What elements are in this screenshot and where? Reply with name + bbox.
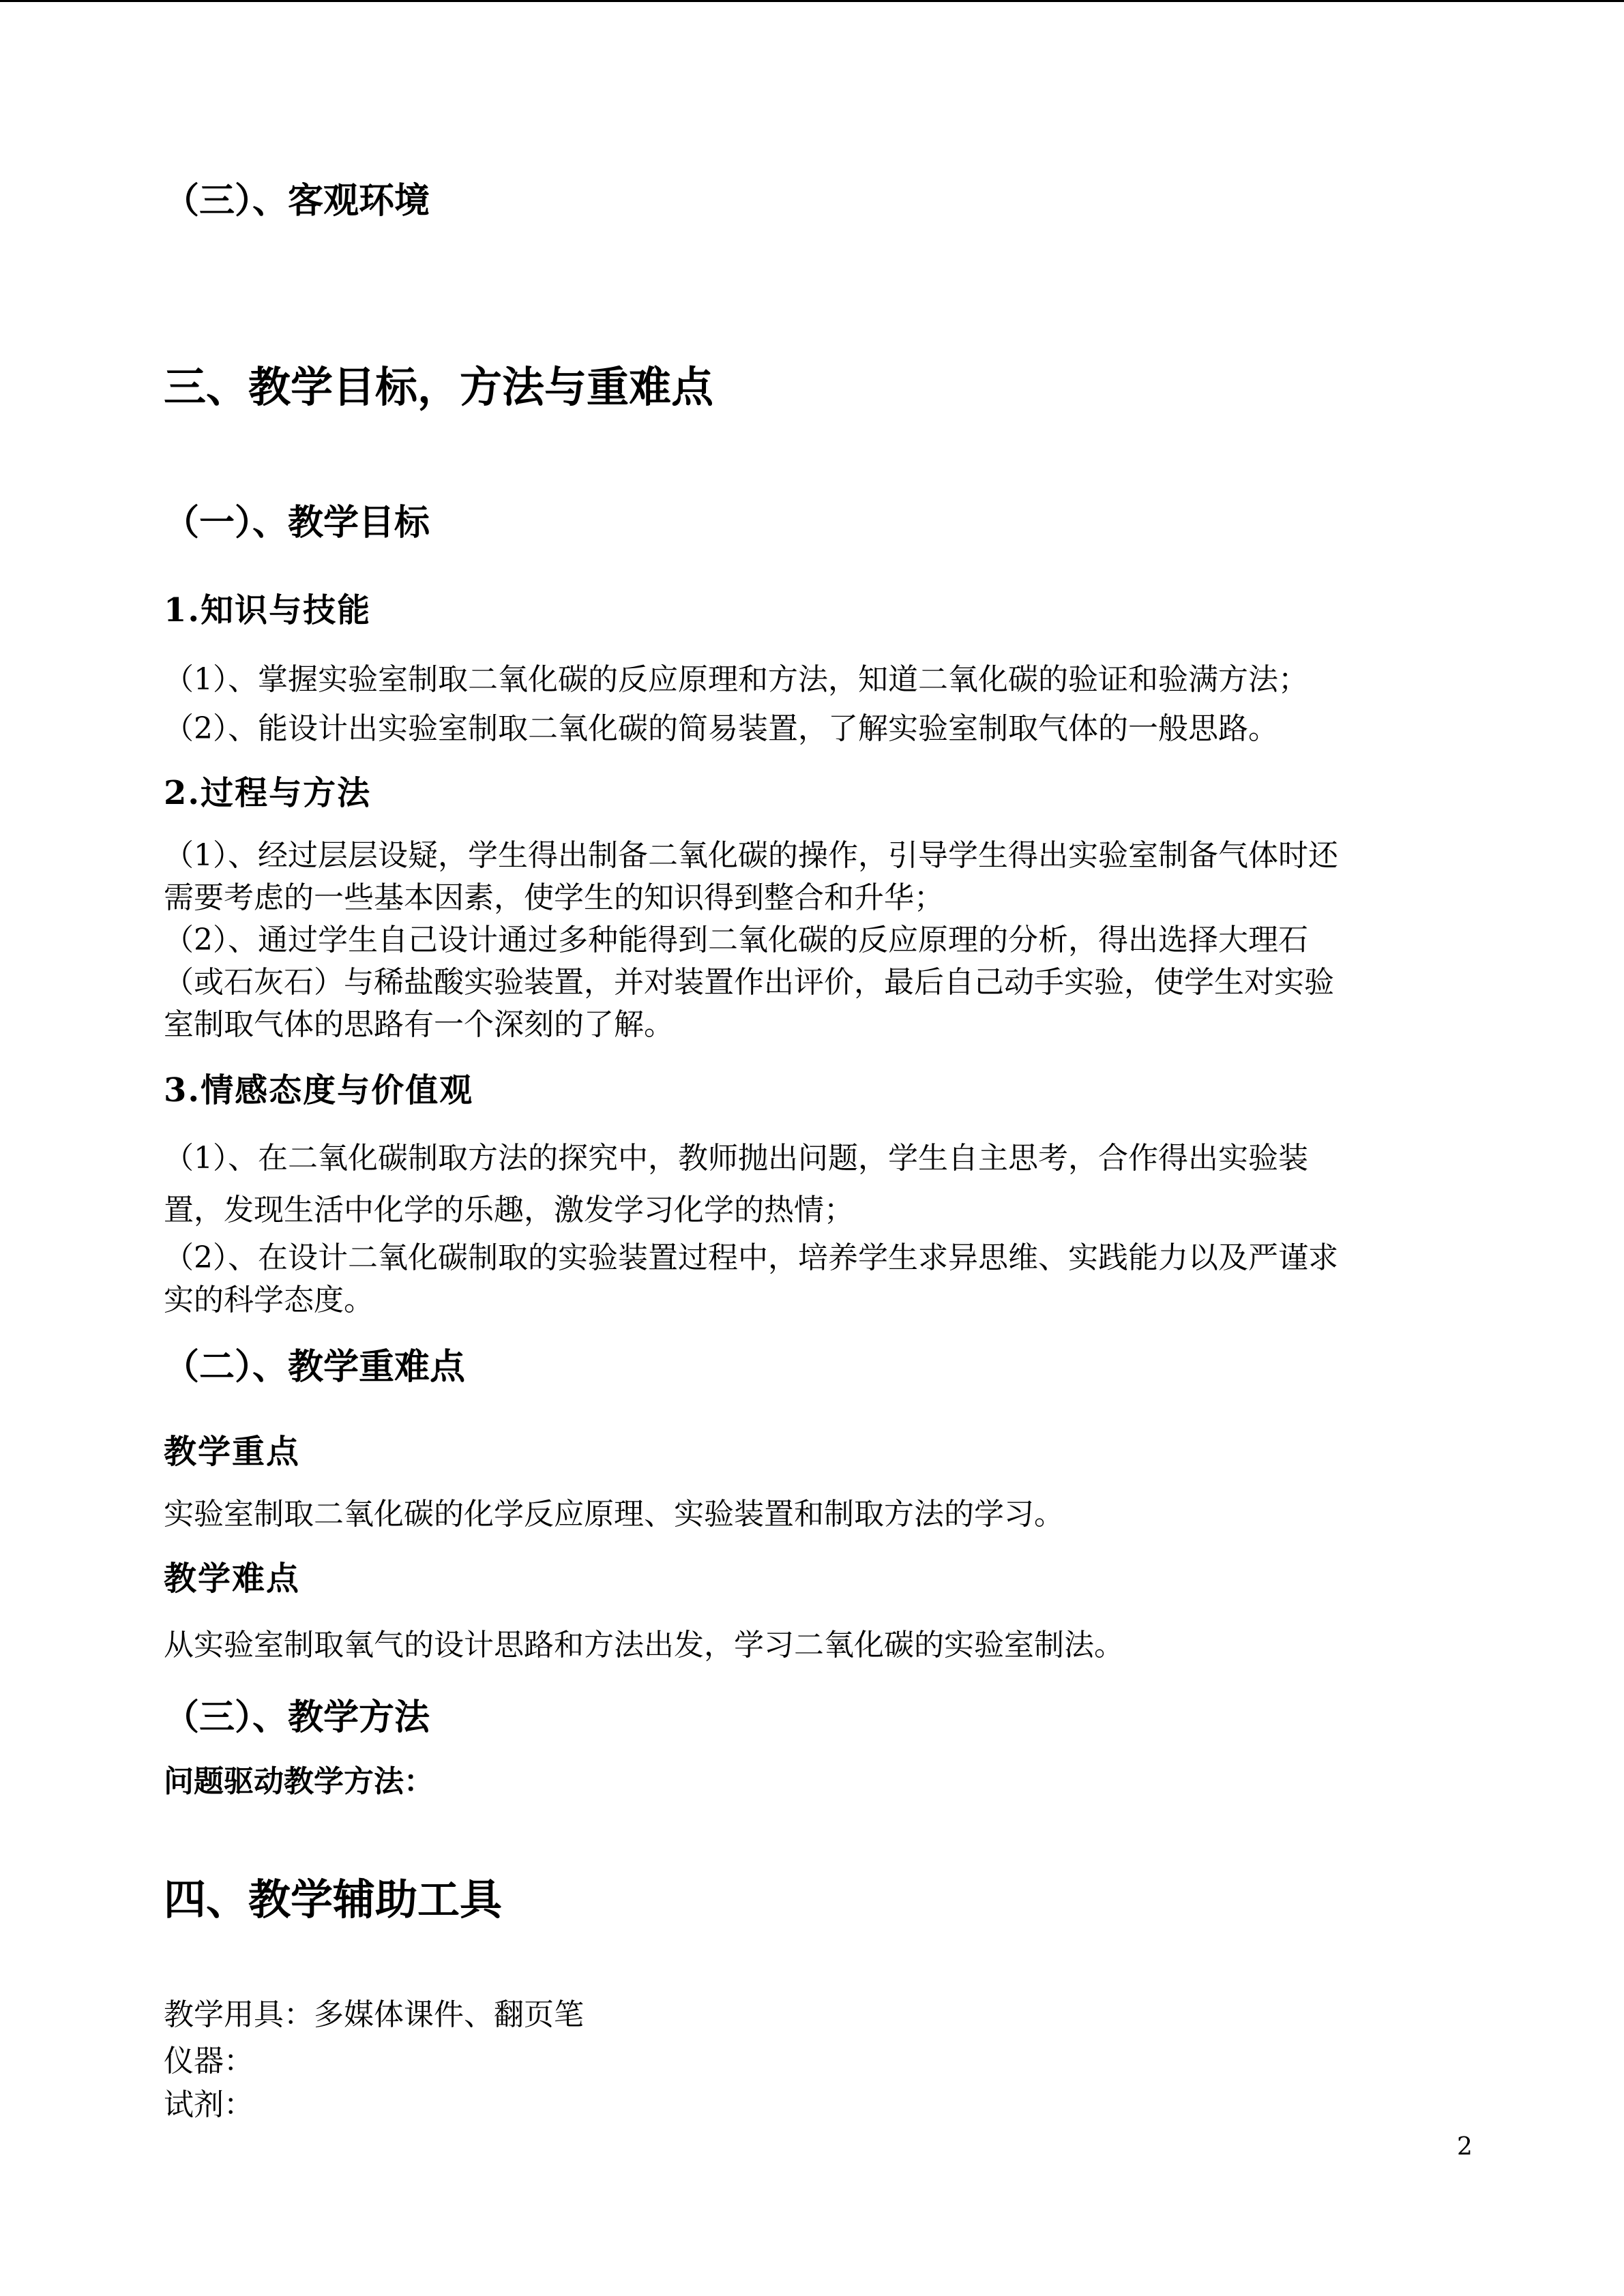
teaching-focus-text: 实验室制取二氧化碳的化学反应原理、实验装置和制取方法的学习。 xyxy=(164,1497,1064,1532)
emotion-line: （1）、在二氧化碳制取方法的探究中，教师抛出问题，学生自主思考，合作得出实验装 xyxy=(164,1141,1308,1176)
knowledge-item-2: （2）、能设计出实验室制取二氧化碳的简易装置，了解实验室制取气体的一般思路。 xyxy=(164,711,1278,746)
subsection-teaching-goals: （一）、教学目标 xyxy=(164,503,430,543)
page-top-border xyxy=(0,0,1624,2)
emotion-line: （2）、在设计二氧化碳制取的实验装置过程中，培养学生求异思维、实践能力以及严谨求 xyxy=(164,1240,1338,1275)
section-4-title: 四、教学辅助工具 xyxy=(164,1875,503,1924)
process-line: 室制取气体的思路有一个深刻的了解。 xyxy=(164,1007,674,1042)
process-line: 需要考虑的一些基本因素，使学生的知识得到整合和升华； xyxy=(164,880,944,915)
process-line: （2）、通过学生自己设计通过多种能得到二氧化碳的反应原理的分析，得出选择大理石 xyxy=(164,923,1308,957)
emotion-line: 置，发现生活中化学的乐趣，激发学习化学的热情； xyxy=(164,1193,854,1227)
heading-teaching-difficulty: 教学难点 xyxy=(164,1560,301,1598)
process-line: （或石灰石）与稀盐酸实验装置，并对装置作出评价，最后自己动手实验，使学生对实验 xyxy=(164,965,1334,1000)
section-3-title: 三、教学目标，方法与重难点 xyxy=(164,362,714,412)
knowledge-item-1: （1）、掌握实验室制取二氧化碳的反应原理和方法，知道二氧化碳的验证和验满方法； xyxy=(164,662,1308,697)
subsection-key-difficult-points: （二）、教学重难点 xyxy=(164,1347,466,1388)
tools-line: 仪器： xyxy=(164,2044,254,2078)
tools-line: 试剂： xyxy=(164,2087,254,2122)
heading-emotion-values: 3.情感态度与价值观 xyxy=(164,1071,474,1109)
heading-knowledge-skills: 1.知识与技能 xyxy=(164,591,372,629)
teaching-methods-text: 问题驱动教学方法： xyxy=(164,1764,434,1799)
subsection-objective-environment: （三）、客观环境 xyxy=(164,181,430,222)
subsection-teaching-methods: （三）、教学方法 xyxy=(164,1697,430,1738)
tools-line: 教学用具：多媒体课件、翻页笔 xyxy=(164,1997,584,2032)
teaching-difficulty-text: 从实验室制取氧气的设计思路和方法出发，学习二氧化碳的实验室制法。 xyxy=(164,1628,1124,1663)
heading-process-methods: 2.过程与方法 xyxy=(164,774,372,812)
emotion-line: 实的科学态度。 xyxy=(164,1283,374,1317)
page-number: 2 xyxy=(1457,2133,1473,2161)
heading-teaching-focus: 教学重点 xyxy=(164,1433,301,1471)
process-line: （1）、经过层层设疑，学生得出制备二氧化碳的操作，引导学生得出实验室制备气体时还 xyxy=(164,838,1338,873)
